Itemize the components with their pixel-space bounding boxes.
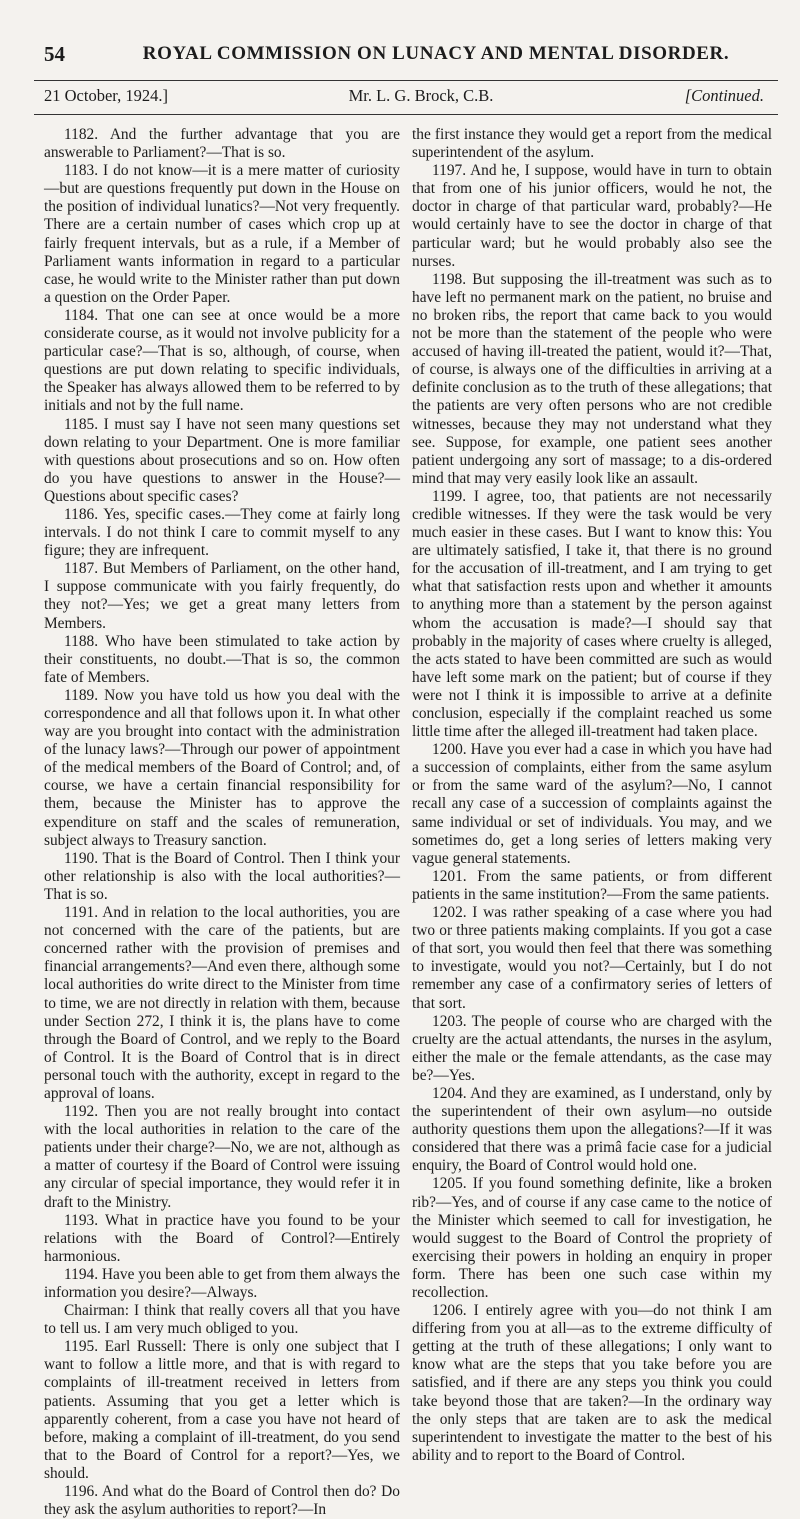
paragraph: the first instance they would get a report from the medical superintendent of the asylum. (412, 126, 772, 162)
paragraph: 1199. I agree, too, that patients are not necessarily credible witnesses. If they were the task would be very much easier in these cases. But I want to know this: You are ultimately satisfied, I take it, that there is no ground for the accusation of ill-treatment, and I am trying to get what that satisfaction rests upon and whether it amounts to anything more than a statement by the person against whom the accusation is made?—I should say that probably in the majority of cases where cruelty is alleged, the acts stated to have been committed are such as would have left some mark on the patient; but of course if they were not I think it is impossible to arrive at a definite conclusion, especially if the complaint reached us some little time after the alleged ill-treatment had taken place. (412, 487, 772, 741)
running-title: ROYAL COMMISSION ON LUNACY AND MENTAL DISORDER. (142, 43, 730, 64)
paragraph: 1189. Now you have told us how you deal with the correspondence and all that follows upon it. In what other way are you brought into contact with the administration of the lunacy laws?—Through our power of appointment of the medical members of the Board of Control; and, of course, we have a certain financial responsibility for them, because the Minister has to approve the expenditure on staff and the scales of remuneration, subject always to Treasury sanction. (44, 686, 400, 849)
paragraph: 1193. What in practice have you found to be your relations with the Board of Control?—Entirely harmonious. (44, 1211, 400, 1265)
paragraph: 1196. And what do the Board of Control then do? Do they ask the asylum authorities to report?—In (44, 1483, 400, 1519)
paragraph: 1185. I must say I have not seen many questions set down relating to your Department. One is more familiar with questions about prosecutions and so on. How often do you have questions to answer in the House?—Questions about specific cases? (44, 415, 400, 505)
sub-header (34, 86, 778, 112)
paragraph: 1201. From the same patients, or from different patients in the same institution?—From the same patients. (412, 867, 772, 903)
header-rule (34, 80, 778, 81)
paragraph: 1192. Then you are not really brought into contact with the local authorities in relation to the care of the patients under their charge?—No, we are not, although as a matter of courtesy if the Board of Control were issuing any circular of special importance, they would refer it in draft to the Ministry. (44, 1103, 400, 1211)
paragraph: 1194. Have you been able to get from them always the information you desire?—Always. (44, 1265, 400, 1301)
left-column (44, 126, 400, 1519)
paragraph: 1198. But supposing the ill-treatment was such as to have left no permanent mark on the patient, no bruise and no broken ribs, the report that came back to you would not be more than the statement of the people who were accused of having ill-treated the patient, would it?—That, of course, is always one of the difficulties in arriving at a definite conclusion as to the truth of these allegations; that the patients are very often persons who are not credible witnesses, because they may not understand what they see. Suppose, for example, one patient sees another patient undergoing any sort of massage; to a dis-ordered mind that may very easily look like an assault. (412, 270, 772, 487)
continued-label: [Continued. (684, 86, 764, 105)
paragraph: 1202. I was rather speaking of a case where you had two or three patients making complaints. If you got a case of that sort, you would then feel that there was something to investigate, would you not?—Certainly, but I do not remember any case of a confirmatory series of letters of that sort. (412, 904, 772, 1012)
paragraph: 1187. But Members of Parliament, on the other hand, I suppose communicate with you fairly frequently, do they not?—Yes; we get a great many letters from Members. (44, 560, 400, 632)
hearing-date: 21 October, 1924.] (44, 86, 168, 105)
paragraph: 1190. That is the Board of Control. Then I think your other relationship is also with the local authorities?—That is so. (44, 849, 400, 903)
sub-header-rule (34, 114, 778, 115)
paragraph: 1184. That one can see at once would be a more considerate course, as it would not involve publicity for a particular case?—That is so, although, of course, when questions are put down relating to specific individuals, the Speaker has always allowed them to be referred to by initials and not by the full name. (44, 306, 400, 415)
paragraph: Chairman: I think that really covers all that you have to tell us. I am very much obliged to you. (44, 1302, 400, 1338)
paragraph: 1205. If you found something definite, like a broken rib?—Yes, and of course if any case came to the notice of the Minister which seemed to call for investigation, he would suggest to the Board of Control the propriety of exercising their powers in holding an enquiry in proper form. There has been one such case within my recollection. (412, 1175, 772, 1301)
paragraph: 1204. And they are examined, as I understand, only by the superintendent of their own asylum—no outside authority questions them upon the allegations?—If it was considered that there was a primâ facie case for a judicial enquiry, the Board of Control would hold one. (412, 1084, 772, 1175)
witness-name: Mr. L. G. Brock, C.B. (348, 86, 494, 105)
paragraph: 1186. Yes, specific cases.—They come at fairly long intervals. I do not think I care to commit myself to any figure; they are infrequent. (44, 505, 400, 560)
right-column (412, 126, 772, 1465)
paragraph: 1200. Have you ever had a case in which you have had a succession of complaints, either from the same asylum or from the same ward of the asylum?—No, I cannot recall any case of a succession of complaints against the same individual or set of individuals. You may, and we sometimes do, get a long series of letters making very vague general statements. (412, 741, 772, 867)
paragraph: 1183. I do not know—it is a mere matter of curiosity—but are questions frequently put down in the House on the position of individual lunatics?—Not very frequently. There are a certain number of cases which crop up at fairly frequent intervals, but as a rule, if a Member of Parliament wants information in regard to a particular case, he would write to the Minister rather than put down a question on the Order Paper. (44, 162, 400, 306)
paragraph: 1206. I entirely agree with you—do not think I am differing from you at all—as to the extreme difficulty of getting at the truth of these allegations; I only want to know what are the steps that you take before you are satisfied, and if there are any steps you think you could take beyond those that are taken?—In the ordinary way the only steps that are taken are to ask the medical superintendent to investigate the matter to the best of his ability and to report to the Board of Control. (412, 1302, 772, 1464)
paragraph: 1197. And he, I suppose, would have in turn to obtain that from one of his junior officers, would he not, the doctor in charge of that particular ward, probably?—He would certainly have to see the doctor in charge of that particular ward; but he would probably also see the nurses. (412, 162, 772, 270)
page-number: 54 (44, 42, 65, 66)
page-header (34, 42, 778, 72)
paragraph: 1188. Who have been stimulated to take action by their constituents, no doubt.—That is so, the common fate of Members. (44, 632, 400, 686)
paragraph: 1182. And the further advantage that you are answerable to Parliament?—That is so. (44, 126, 400, 162)
paragraph: 1195. Earl Russell: There is only one subject that I want to follow a little more, and that is with regard to complaints of ill-treatment received in letters from patients. Assuming that you get a letter which is apparently coherent, from a case you have not heard of before, making a complaint of ill-treatment, do you send that to the Board of Control for a report?—Yes, we should. (44, 1338, 400, 1482)
paragraph: 1191. And in relation to the local authorities, you are not concerned with the care of the patients, but are concerned rather with the provision of premises and financial arrangements?—And even there, although some local authorities do write direct to the Minister from time to time, we are not directly in relation with them, because under Section 272, I think it is, the plans have to come through the Board of Control, and we reply to the Board of Control. It is the Board of Control that is in direct personal touch with the authority, except in regard to the approval of loans. (44, 904, 400, 1102)
paragraph: 1203. The people of course who are charged with the cruelty are the actual attendants, the nurses in the asylum, either the male or the female attendants, as the case may be?—Yes. (412, 1012, 772, 1084)
